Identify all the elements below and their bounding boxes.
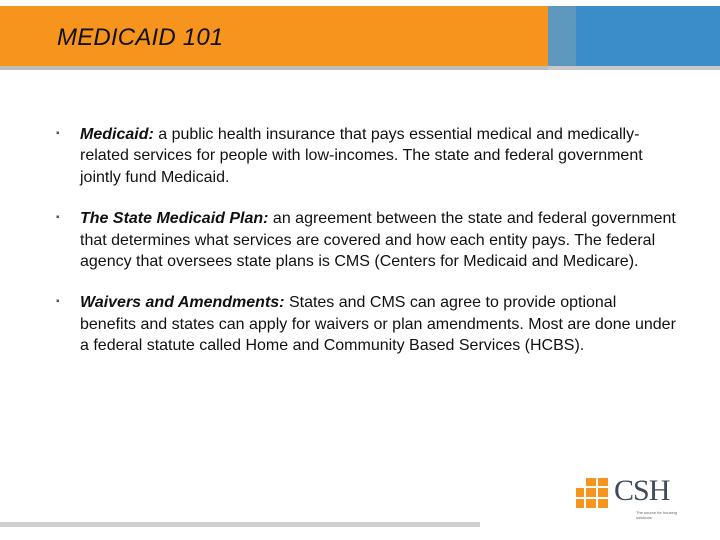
bullet-definition: an agreement between the state and federal government that determines what services are covered and how each entity pays. The federal agency that oversees state plans is CMS (Centers for Medicaid and Medicare).: [80, 210, 676, 271]
bullet-term: Waivers and Amendments:: [80, 294, 285, 312]
bullet-definition: States and CMS can agree to provide optional benefits and states can apply for waivers or plan amendments. Most are done under a federal statute called Home and Community Based Services (HCBS).: [80, 294, 676, 355]
slide-title: MEDICAID 101: [57, 24, 224, 51]
bullet-definition: a public health insurance that pays essential medical and medically-related services for people with low-incomes. The state and federal government jointly fund Medicaid.: [80, 126, 643, 186]
header-blue-band: [548, 6, 720, 66]
bullet-marker: ▪: [56, 296, 60, 308]
bullet-marker: ▪: [56, 128, 60, 139]
bullet-text: [80, 208, 676, 272]
bullet-item-medicaid: [56, 124, 676, 188]
bullet-list: [56, 124, 676, 377]
csh-logo: [576, 474, 686, 524]
logo-tagline: The source for housing solutions: [636, 510, 677, 520]
bullet-term: Medicaid:: [80, 126, 154, 143]
header-divider: [0, 66, 720, 70]
bullet-item-state-plan: [56, 208, 676, 272]
bullet-marker: ▪: [56, 212, 60, 224]
bullet-item-waivers: [56, 292, 676, 356]
bullet-text: [80, 124, 676, 188]
footer-bar: [0, 522, 480, 527]
bullet-text: [80, 292, 676, 356]
logo-squares-icon: [576, 478, 610, 508]
bullet-term: The State Medicaid Plan:: [80, 210, 269, 228]
logo-wordmark: CSH: [614, 474, 670, 507]
